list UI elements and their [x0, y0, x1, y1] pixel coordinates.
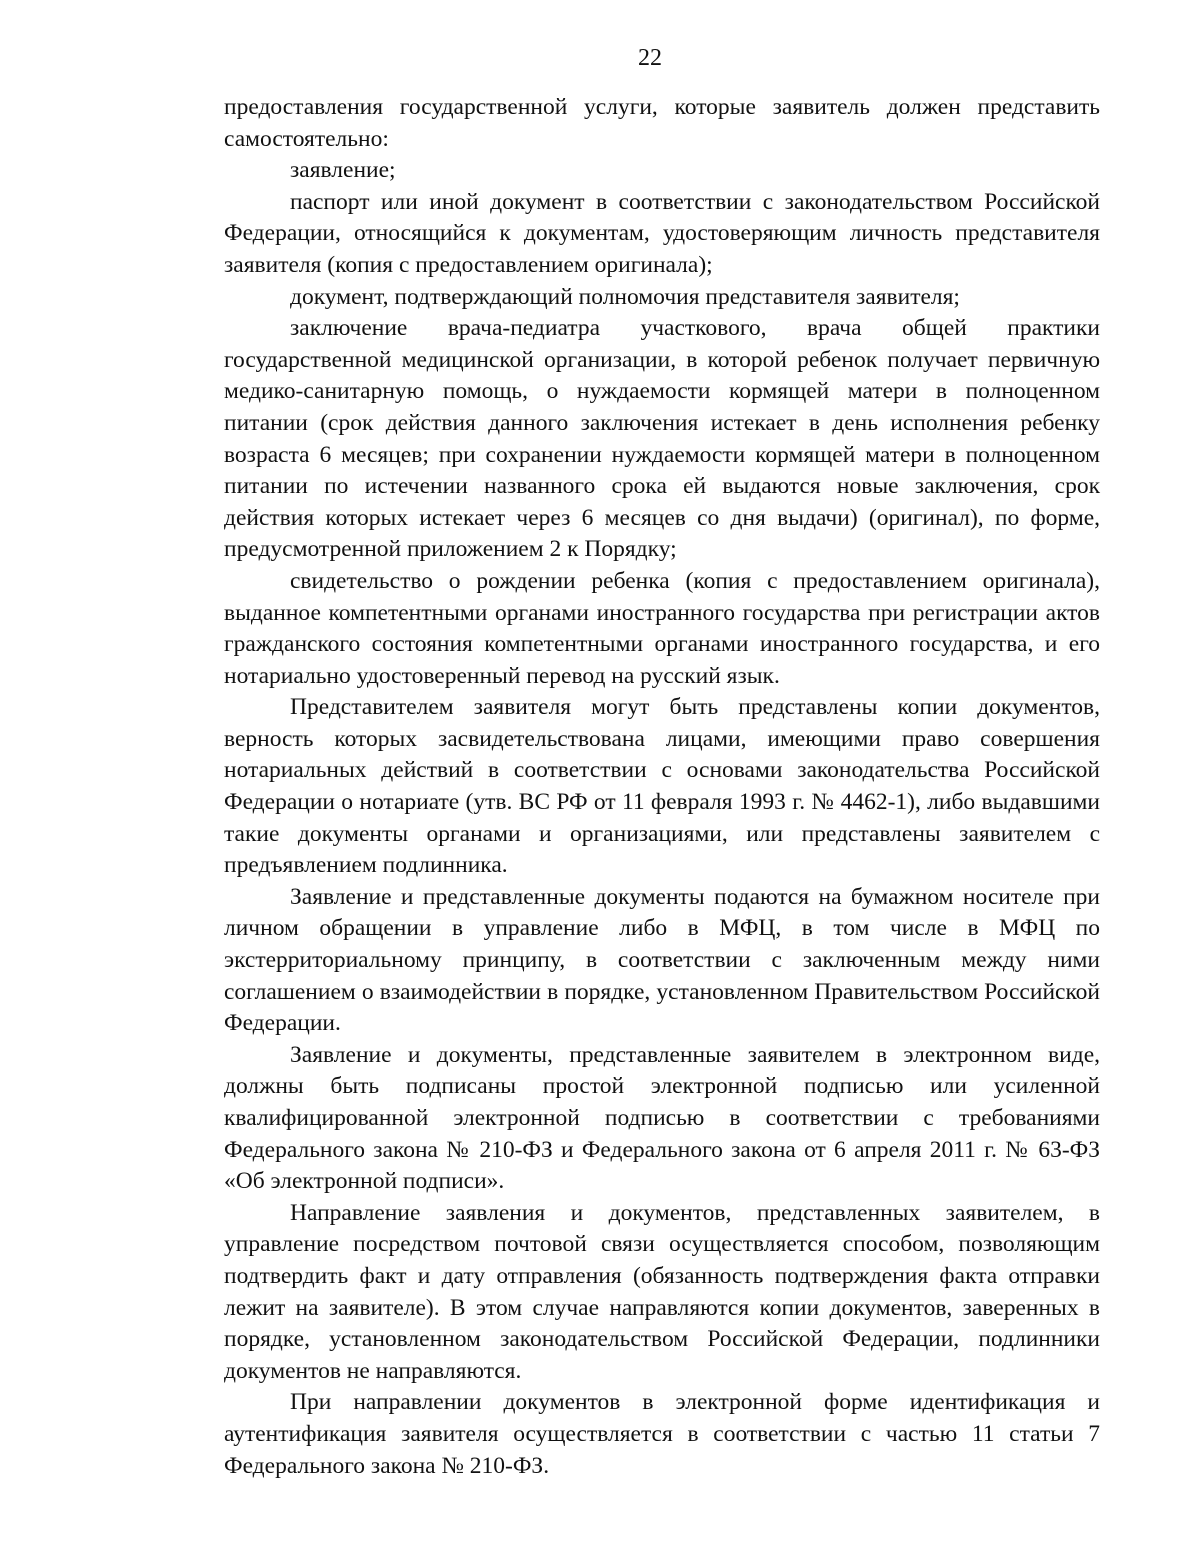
paragraph-identification: При направлении документов в электронной форме идентификация и аутентификация заявителя осуществляется в соответствии с частью 11 статьи 7 Федерального закона № 210-ФЗ.: [224, 1389, 1100, 1479]
paragraph-postal-submission: Направление заявления и документов, представленных заявителем, в управление посредством почтовой связи осуществляется способом, позволяющим подтвердить факт и дату отправления (обязанность подтверждения факта отправки лежит на заявителе). В этом случае направляются копии документов, заверенных в порядке, установленном законодательством Российской Федерации, подлинники документов не направляются.: [224, 1199, 1100, 1384]
paragraph-electronic-signature: Заявление и документы, представленные заявителем в электронном виде, должны быть подписаны простой электронной подписью или усиленной квалифицированной электронной подписью в соответствии с требованиями Федерального закона № 210-ФЗ и Федерального закона от 6 апреля 2011 г. № 63-ФЗ «Об электронной подписи».: [224, 1041, 1100, 1195]
list-item-authority-document: документ, подтверждающий полномочия представителя заявителя;: [290, 283, 960, 310]
paragraph-continuation: предоставления государственной услуги, которые заявитель должен представить самостоятельно:: [224, 94, 1100, 152]
list-item-birth-certificate: свидетельство о рождении ребенка (копия с предоставлением оригинала), выданное компетентными органами иностранного государства при регистрации актов гражданского состояния компетентными органами иностранного государства, и его нотариально удостоверенный перевод на русский язык.: [224, 567, 1100, 689]
page-number: 22: [638, 45, 662, 71]
list-item-passport: паспорт или иной документ в соответствии с законодательством Российской Федерации, относящийся к документам, удостоверяющим личность представителя заявителя (копия с предоставлением оригинала);: [224, 188, 1100, 278]
paragraph-certified-copies: Представителем заявителя могут быть представлены копии документов, верность которых засвидетельствована лицами, имеющими право совершения нотариальных действий в соответствии с основами законодательства Российской Федерации о нотариате (утв. ВС РФ от 11 февраля 1993 г. № 4462-1), либо выдавшими такие документы органами и организациями, или представлены заявителем с предъявлением подлинника.: [224, 694, 1100, 879]
list-item-pediatrician-conclusion: заключение врача-педиатра участкового, врача общей практики государственной медицинской организации, в которой ребенок получает первичную медико-санитарную помощь, о нуждаемости кормящей матери в полноценном питании (срок действия данного заключения истекает в день исполнения ребенку возраста 6 месяцев; при сохранении нуждаемости кормящей матери в полноценном питании по истечении названного срока ей выдаются новые заключения, срок действия которых истекает через 6 месяцев со дня выдачи) (оригинал), по форме, предусмотренной приложением 2 к Порядку;: [224, 315, 1100, 563]
document-body: [224, 92, 1100, 1482]
list-item-application: заявление;: [290, 157, 396, 184]
paragraph-paper-submission: Заявление и представленные документы подаются на бумажном носителе при личном обращении в управление либо в МФЦ, в том числе в МФЦ по экстерриториальному принципу, в соответствии с заключенным между ними соглашением о взаимодействии в порядке, установленном Правительством Российской Федерации.: [224, 883, 1100, 1037]
